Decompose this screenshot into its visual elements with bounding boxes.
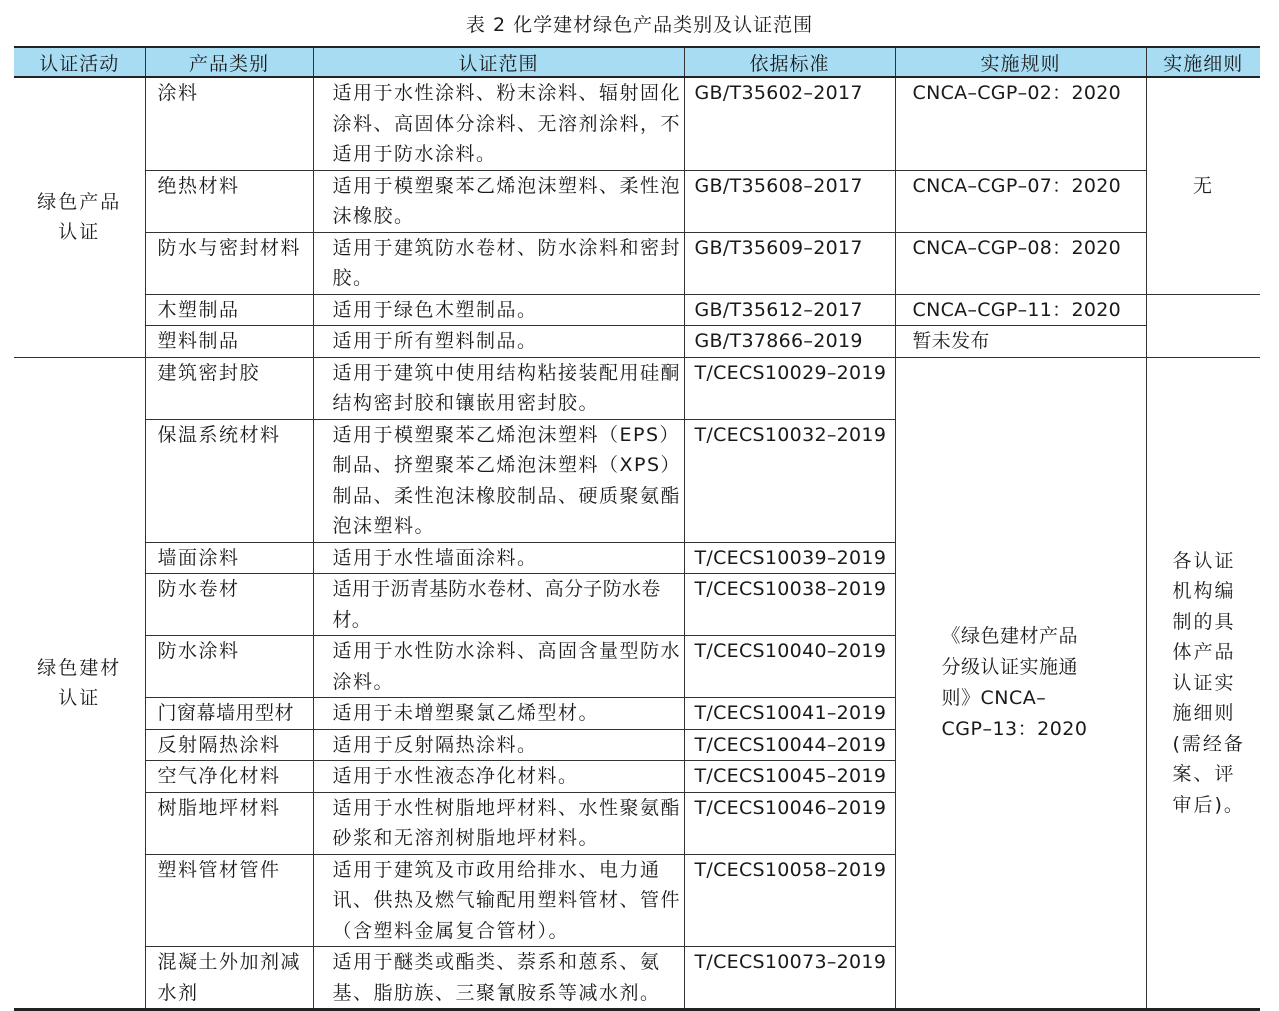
certification-table [14,46,1260,1011]
category-cell: 塑料制品 [145,326,313,358]
header-rule: 实施规则 [895,47,1146,77]
merged-rule-cell: 《绿色建材产品分级认证实施通则》CNCA–CGP–13：2020 [895,357,1146,1010]
scope-cell: 适用于水性墙面涂料。 [313,542,684,574]
table-row [14,170,1260,232]
header-scope: 认证范围 [313,47,684,77]
rule-cell: CNCA–CGP–02：2020 [895,77,1146,170]
activity-line: 认证 [58,221,101,244]
scope-cell: 适用于未增塑聚氯乙烯型材。 [313,698,684,730]
detail-cell: 无 [1146,77,1260,294]
scope-cell: 适用于水性防水涂料、高固含量型防水涂料。 [313,636,684,698]
table-row [14,77,1260,170]
activity-line: 绿色建材 [37,656,122,679]
rule-cell: CNCA–CGP–07：2020 [895,170,1146,232]
standard-cell: T/CECS10038–2019 [684,574,895,636]
standard-cell: T/CECS10039–2019 [684,542,895,574]
category-cell: 防水卷材 [145,574,313,636]
category-cell: 绝热材料 [145,170,313,232]
category-cell: 建筑密封胶 [145,357,313,419]
scope-cell: 适用于水性涂料、粉末涂料、辐射固化涂料、高固体分涂料、无溶剂涂料，不适用于防水涂料。 [313,77,684,170]
activity-cell [14,77,145,357]
scope-cell: 适用于建筑防水卷材、防水涂料和密封胶。 [313,232,684,294]
category-cell: 门窗幕墙用型材 [145,698,313,730]
standard-cell: T/CECS10045–2019 [684,761,895,793]
scope-cell: 适用于水性液态净化材料。 [313,761,684,793]
category-cell: 混凝土外加剂减水剂 [145,947,313,1010]
table-row [14,326,1260,358]
header-standard: 依据标准 [684,47,895,77]
standard-cell: T/CECS10046–2019 [684,792,895,854]
scope-cell: 适用于水性树脂地坪材料、水性聚氨酯砂浆和无溶剂树脂地坪材料。 [313,792,684,854]
rule-cell: 暂未发布 [895,326,1146,358]
scope-cell: 适用于沥青基防水卷材、高分子防水卷材。 [313,574,684,636]
scope-cell: 适用于模塑聚苯乙烯泡沫塑料（EPS）制品、挤塑聚苯乙烯泡沫塑料（XPS）制品、柔性泡沫橡胶制品、硬质聚氨酯泡沫塑料。 [313,419,684,542]
scope-cell: 适用于绿色木塑制品。 [313,294,684,326]
scope-cell: 适用于模塑聚苯乙烯泡沫塑料、柔性泡沫橡胶。 [313,170,684,232]
header-activity: 认证活动 [14,47,145,77]
standard-cell: GB/T35612–2017 [684,294,895,326]
category-cell: 防水涂料 [145,636,313,698]
standard-cell: T/CECS10029–2019 [684,357,895,419]
scope-cell: 适用于所有塑料制品。 [313,326,684,358]
scope-cell: 适用于建筑及市政用给排水、电力通讯、供热及燃气输配用塑料管材、管件（含塑料金属复合管材）。 [313,854,684,947]
header-category: 产品类别 [145,47,313,77]
standard-cell: T/CECS10058–2019 [684,854,895,947]
activity-cell [14,357,145,1010]
scope-cell: 适用于反射隔热涂料。 [313,729,684,761]
standard-cell: T/CECS10073–2019 [684,947,895,1010]
category-cell: 防水与密封材料 [145,232,313,294]
category-cell: 塑料管材管件 [145,854,313,947]
standard-cell: GB/T35602–2017 [684,77,895,170]
table-row [14,294,1260,326]
category-cell: 反射隔热涂料 [145,729,313,761]
standard-cell: GB/T35608–2017 [684,170,895,232]
category-cell: 保温系统材料 [145,419,313,542]
category-cell: 涂料 [145,77,313,170]
header-detail: 实施细则 [1146,47,1260,77]
standard-cell: T/CECS10040–2019 [684,636,895,698]
standard-cell: GB/T35609–2017 [684,232,895,294]
category-cell: 墙面涂料 [145,542,313,574]
table-title: 表 2 化学建材绿色产品类别及认证范围 [465,14,814,36]
category-cell: 空气净化材料 [145,761,313,793]
standard-cell: T/CECS10032–2019 [684,419,895,542]
table-row [14,357,1260,419]
category-cell: 木塑制品 [145,294,313,326]
category-cell: 树脂地坪材料 [145,792,313,854]
scope-cell: 适用于醚类或酯类、萘系和蒽系、氨基、脂肪族、三聚氰胺系等减水剂。 [313,947,684,1010]
standard-cell: T/CECS10041–2019 [684,698,895,730]
standard-cell: T/CECS10044–2019 [684,729,895,761]
scope-cell: 适用于建筑中使用结构粘接装配用硅酮结构密封胶和镶嵌用密封胶。 [313,357,684,419]
rule-cell: CNCA–CGP–11：2020 [895,294,1146,326]
detail-blank-cell [1146,294,1260,357]
activity-line: 认证 [58,686,101,709]
activity-line: 绿色产品 [37,191,122,214]
merged-detail-cell: 各认证机构编制的具体产品认证实施细则(需经备案、评审后)。 [1146,357,1260,1010]
rule-cell: CNCA–CGP–08：2020 [895,232,1146,294]
standard-cell: GB/T37866–2019 [684,326,895,358]
header-row [14,47,1260,77]
table-row [14,232,1260,294]
